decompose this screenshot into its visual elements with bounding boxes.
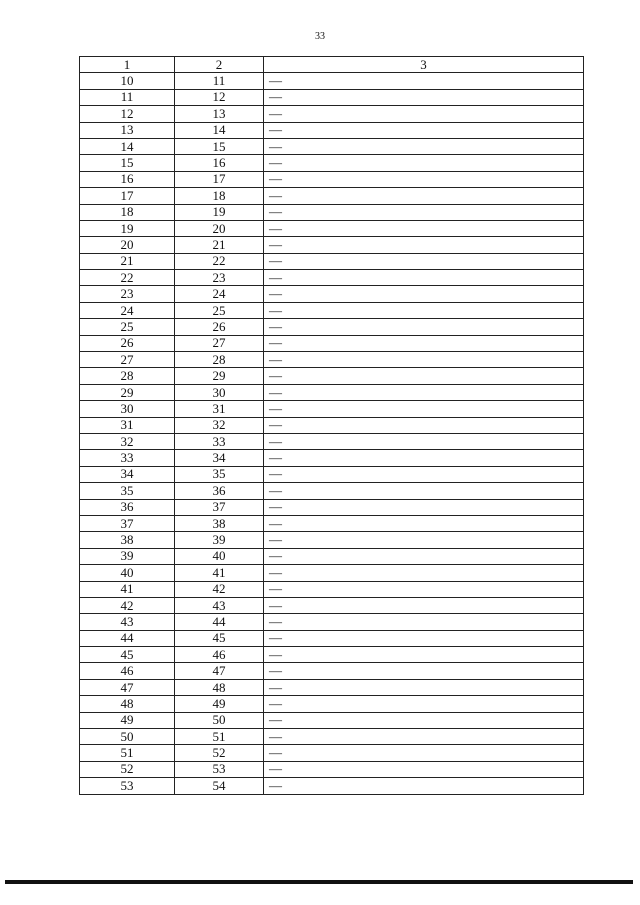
table-cell-col-3: — xyxy=(264,679,584,695)
table-cell-col-1: 25 xyxy=(80,319,175,335)
table-row xyxy=(80,368,584,384)
table-cell-col-2: 16 xyxy=(175,155,264,171)
table-cell-col-3: — xyxy=(264,647,584,663)
table-cell-col-2: 32 xyxy=(175,417,264,433)
table-cell-col-2: 19 xyxy=(175,204,264,220)
bottom-rule xyxy=(5,880,633,884)
table-row xyxy=(80,647,584,663)
table-body xyxy=(80,73,584,794)
table-row xyxy=(80,761,584,777)
table-cell-col-2: 29 xyxy=(175,368,264,384)
table-cell-col-3: — xyxy=(264,204,584,220)
table-cell-col-3: — xyxy=(264,548,584,564)
table-row xyxy=(80,614,584,630)
table-cell-col-3: — xyxy=(264,515,584,531)
table-cell-col-1: 34 xyxy=(80,466,175,482)
table-cell-col-2: 25 xyxy=(175,302,264,318)
table-row xyxy=(80,450,584,466)
table-cell-col-3: — xyxy=(264,433,584,449)
table-row xyxy=(80,138,584,154)
table-cell-col-2: 50 xyxy=(175,712,264,728)
table-cell-col-3: — xyxy=(264,73,584,89)
table-cell-col-3: — xyxy=(264,466,584,482)
table-cell-col-1: 42 xyxy=(80,597,175,613)
table-cell-col-2: 17 xyxy=(175,171,264,187)
table-cell-col-1: 10 xyxy=(80,73,175,89)
table-cell-col-2: 44 xyxy=(175,614,264,630)
table-row xyxy=(80,73,584,89)
table-cell-col-3: — xyxy=(264,335,584,351)
table-cell-col-2: 28 xyxy=(175,352,264,368)
table-cell-col-1: 17 xyxy=(80,188,175,204)
table-row xyxy=(80,712,584,728)
table-cell-col-3: — xyxy=(264,483,584,499)
table-cell-col-2: 41 xyxy=(175,565,264,581)
table-row xyxy=(80,433,584,449)
table-cell-col-2: 47 xyxy=(175,663,264,679)
table-row xyxy=(80,679,584,695)
table-cell-col-2: 18 xyxy=(175,188,264,204)
table-cell-col-2: 21 xyxy=(175,237,264,253)
table-cell-col-2: 26 xyxy=(175,319,264,335)
table-cell-col-2: 51 xyxy=(175,729,264,745)
table-cell-col-3: — xyxy=(264,122,584,138)
table-row xyxy=(80,302,584,318)
table-row xyxy=(80,106,584,122)
table-cell-col-1: 20 xyxy=(80,237,175,253)
column-header-2: 2 xyxy=(175,57,264,73)
table-cell-col-1: 15 xyxy=(80,155,175,171)
table-cell-col-1: 22 xyxy=(80,270,175,286)
table-row xyxy=(80,286,584,302)
table-cell-col-1: 47 xyxy=(80,679,175,695)
table-row xyxy=(80,532,584,548)
table-cell-col-3: — xyxy=(264,712,584,728)
table-cell-col-1: 28 xyxy=(80,368,175,384)
table-cell-col-2: 31 xyxy=(175,401,264,417)
table-row xyxy=(80,384,584,400)
table-cell-col-1: 37 xyxy=(80,515,175,531)
table-cell-col-1: 50 xyxy=(80,729,175,745)
table-row xyxy=(80,204,584,220)
table-row xyxy=(80,515,584,531)
table-cell-col-3: — xyxy=(264,155,584,171)
table-cell-col-2: 52 xyxy=(175,745,264,761)
table-cell-col-1: 13 xyxy=(80,122,175,138)
table-cell-col-2: 14 xyxy=(175,122,264,138)
table-cell-col-3: — xyxy=(264,384,584,400)
table-row xyxy=(80,466,584,482)
table-row xyxy=(80,417,584,433)
table-row xyxy=(80,663,584,679)
table-cell-col-1: 24 xyxy=(80,302,175,318)
table-cell-col-2: 37 xyxy=(175,499,264,515)
table-cell-col-2: 12 xyxy=(175,89,264,105)
table-cell-col-3: — xyxy=(264,401,584,417)
table-cell-col-2: 49 xyxy=(175,696,264,712)
table-cell-col-2: 39 xyxy=(175,532,264,548)
table-cell-col-2: 13 xyxy=(175,106,264,122)
table-cell-col-3: — xyxy=(264,138,584,154)
table-cell-col-1: 36 xyxy=(80,499,175,515)
table-cell-col-3: — xyxy=(264,450,584,466)
table-cell-col-3: — xyxy=(264,352,584,368)
table-row xyxy=(80,548,584,564)
table-cell-col-2: 35 xyxy=(175,466,264,482)
table-cell-col-3: — xyxy=(264,696,584,712)
table-cell-col-3: — xyxy=(264,663,584,679)
table-row xyxy=(80,270,584,286)
table-cell-col-3: — xyxy=(264,237,584,253)
table-cell-col-2: 34 xyxy=(175,450,264,466)
table-cell-col-1: 31 xyxy=(80,417,175,433)
table-cell-col-2: 33 xyxy=(175,433,264,449)
table-cell-col-3: — xyxy=(264,188,584,204)
table-cell-col-2: 38 xyxy=(175,515,264,531)
table-cell-col-1: 16 xyxy=(80,171,175,187)
table-cell-col-3: — xyxy=(264,220,584,236)
table-cell-col-3: — xyxy=(264,778,584,794)
table-cell-col-3: — xyxy=(264,106,584,122)
table-cell-col-3: — xyxy=(264,89,584,105)
table-row xyxy=(80,745,584,761)
table-cell-col-1: 46 xyxy=(80,663,175,679)
table-cell-col-3: — xyxy=(264,302,584,318)
table-row xyxy=(80,499,584,515)
table-row xyxy=(80,729,584,745)
table-cell-col-3: — xyxy=(264,614,584,630)
column-header-1: 1 xyxy=(80,57,175,73)
table-cell-col-3: — xyxy=(264,745,584,761)
table-row xyxy=(80,122,584,138)
table-cell-col-1: 44 xyxy=(80,630,175,646)
table-cell-col-1: 53 xyxy=(80,778,175,794)
table-cell-col-2: 36 xyxy=(175,483,264,499)
table-cell-col-2: 45 xyxy=(175,630,264,646)
table-cell-col-3: — xyxy=(264,581,584,597)
table-cell-col-1: 35 xyxy=(80,483,175,499)
table-cell-col-1: 39 xyxy=(80,548,175,564)
table-row xyxy=(80,352,584,368)
table-cell-col-1: 12 xyxy=(80,106,175,122)
table-cell-col-1: 19 xyxy=(80,220,175,236)
table-cell-col-3: — xyxy=(264,597,584,613)
table-cell-col-1: 30 xyxy=(80,401,175,417)
table-cell-col-2: 43 xyxy=(175,597,264,613)
table-cell-col-3: — xyxy=(264,368,584,384)
data-table xyxy=(79,56,584,795)
table-cell-col-1: 32 xyxy=(80,433,175,449)
table-cell-col-2: 40 xyxy=(175,548,264,564)
table-cell-col-1: 38 xyxy=(80,532,175,548)
table-cell-col-2: 48 xyxy=(175,679,264,695)
table-cell-col-2: 24 xyxy=(175,286,264,302)
table-cell-col-3: — xyxy=(264,565,584,581)
table-cell-col-3: — xyxy=(264,171,584,187)
table-cell-col-1: 40 xyxy=(80,565,175,581)
table-row xyxy=(80,155,584,171)
table-row xyxy=(80,220,584,236)
table-cell-col-2: 42 xyxy=(175,581,264,597)
table-cell-col-1: 18 xyxy=(80,204,175,220)
table-row xyxy=(80,483,584,499)
table-cell-col-2: 30 xyxy=(175,384,264,400)
table-cell-col-3: — xyxy=(264,499,584,515)
table-cell-col-2: 22 xyxy=(175,253,264,269)
table-cell-col-2: 27 xyxy=(175,335,264,351)
table-cell-col-3: — xyxy=(264,630,584,646)
table-cell-col-1: 41 xyxy=(80,581,175,597)
table-cell-col-2: 53 xyxy=(175,761,264,777)
table-row xyxy=(80,89,584,105)
table-row xyxy=(80,778,584,794)
table-cell-col-1: 21 xyxy=(80,253,175,269)
table-cell-col-2: 46 xyxy=(175,647,264,663)
table-cell-col-3: — xyxy=(264,253,584,269)
table-cell-col-1: 45 xyxy=(80,647,175,663)
table-row xyxy=(80,188,584,204)
table-cell-col-2: 15 xyxy=(175,138,264,154)
table-row xyxy=(80,581,584,597)
table-cell-col-2: 54 xyxy=(175,778,264,794)
table-row xyxy=(80,401,584,417)
table-row xyxy=(80,565,584,581)
table-header xyxy=(80,57,584,73)
table-cell-col-1: 48 xyxy=(80,696,175,712)
table-cell-col-2: 23 xyxy=(175,270,264,286)
page-number: 33 xyxy=(315,31,325,42)
table-cell-col-1: 27 xyxy=(80,352,175,368)
table-row xyxy=(80,630,584,646)
table-cell-col-1: 52 xyxy=(80,761,175,777)
table-cell-col-3: — xyxy=(264,270,584,286)
table-cell-col-2: 20 xyxy=(175,220,264,236)
table-cell-col-1: 49 xyxy=(80,712,175,728)
column-header-3: 3 xyxy=(264,57,584,73)
table-cell-col-3: — xyxy=(264,729,584,745)
table-cell-col-1: 26 xyxy=(80,335,175,351)
table-cell-col-1: 14 xyxy=(80,138,175,154)
table-cell-col-3: — xyxy=(264,417,584,433)
table-row xyxy=(80,335,584,351)
table-cell-col-1: 23 xyxy=(80,286,175,302)
table-cell-col-1: 43 xyxy=(80,614,175,630)
table-row xyxy=(80,696,584,712)
table-row xyxy=(80,253,584,269)
table-cell-col-1: 33 xyxy=(80,450,175,466)
table-cell-col-3: — xyxy=(264,761,584,777)
table-header-row xyxy=(80,57,584,73)
table-row xyxy=(80,237,584,253)
table-cell-col-3: — xyxy=(264,286,584,302)
table-row xyxy=(80,597,584,613)
table-cell-col-1: 11 xyxy=(80,89,175,105)
table-cell-col-1: 29 xyxy=(80,384,175,400)
table-cell-col-2: 11 xyxy=(175,73,264,89)
table-cell-col-1: 51 xyxy=(80,745,175,761)
table-cell-col-3: — xyxy=(264,532,584,548)
table-cell-col-3: — xyxy=(264,319,584,335)
table-row xyxy=(80,319,584,335)
table-row xyxy=(80,171,584,187)
